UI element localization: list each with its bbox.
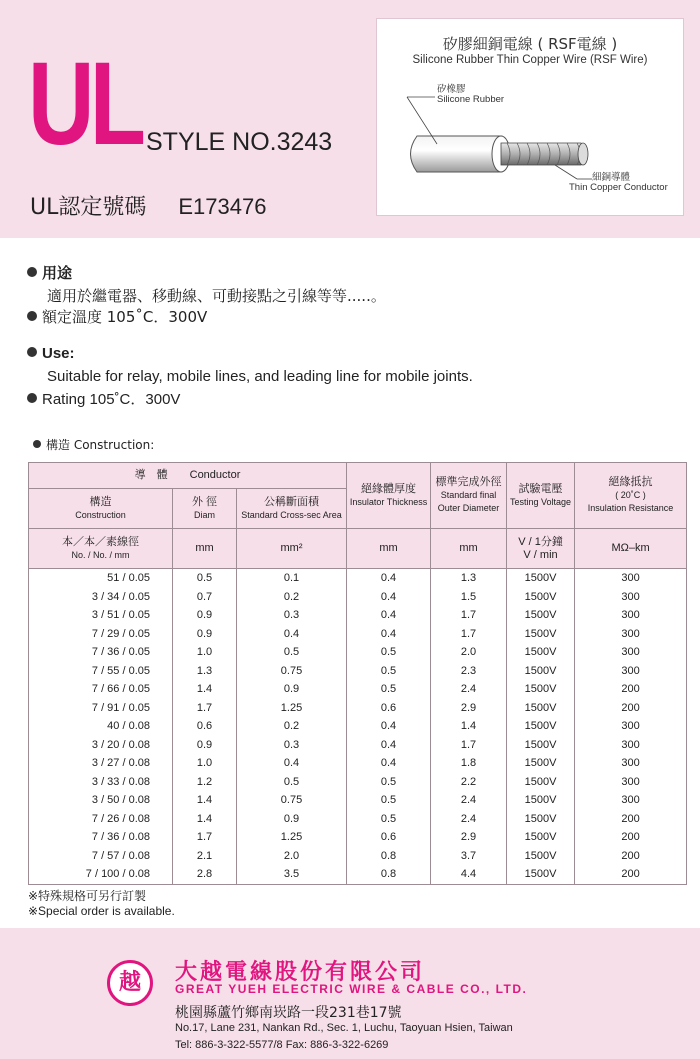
unit-res: MΩ–km	[575, 529, 687, 569]
table-cell: 300	[575, 736, 687, 755]
table-cell: 200	[575, 810, 687, 829]
table-cell: 3 / 33 / 0.08	[29, 773, 173, 792]
table-row	[29, 662, 687, 681]
label-conductor-en: Thin Copper Conductor	[569, 182, 668, 193]
table-cell: 3 / 27 / 0.08	[29, 754, 173, 773]
header-conductor: 導 體 Conductor	[29, 463, 347, 489]
table-row	[29, 754, 687, 773]
contact-info: Tel: 886-3-322-5577/8 Fax: 886-3-322-6269	[175, 1039, 389, 1051]
cert-label: UL認定號碼	[30, 195, 147, 220]
table-cell: 0.4	[237, 625, 347, 644]
table-cell: 1500V	[507, 643, 575, 662]
table-cell: 0.4	[347, 717, 431, 736]
table-cell: 300	[575, 625, 687, 644]
table-cell: 0.5	[347, 773, 431, 792]
table-cell: 1.4	[431, 717, 507, 736]
label-insulation-zh: 矽橡膠	[437, 84, 466, 95]
table-cell: 3 / 34 / 0.05	[29, 588, 173, 607]
table-cell: 2.1	[173, 847, 237, 866]
table-cell: 1.3	[173, 662, 237, 681]
company-name-zh: 大越電線股份有限公司	[175, 960, 426, 985]
table-cell: 1500V	[507, 717, 575, 736]
construction-title: 構造 Construction:	[33, 436, 154, 453]
unit-area: mm²	[237, 529, 347, 569]
table-cell: 40 / 0.08	[29, 717, 173, 736]
usage-zh-rating: 額定溫度 105˚C．300V	[27, 306, 207, 327]
bullet-icon	[27, 267, 37, 277]
table-cell: 0.75	[237, 662, 347, 681]
table-cell: 300	[575, 588, 687, 607]
wire-diagram	[376, 18, 684, 216]
unit-test: V / 1分鐘 V / min	[507, 529, 575, 569]
table-row	[29, 569, 687, 588]
table-cell: 200	[575, 828, 687, 847]
table-cell: 1.0	[173, 643, 237, 662]
spec-table	[28, 462, 687, 885]
table-row	[29, 699, 687, 718]
bullet-icon	[27, 347, 37, 357]
table-cell: 0.5	[347, 662, 431, 681]
bullet-icon	[27, 311, 37, 321]
company-logo: 越	[107, 960, 153, 1006]
table-cell: 4.4	[431, 865, 507, 884]
table-cell: 0.8	[347, 865, 431, 884]
table-cell: 0.9	[237, 680, 347, 699]
ul-logo: UL	[28, 38, 142, 170]
table-cell: 1500V	[507, 810, 575, 829]
table-cell: 1.7	[431, 606, 507, 625]
table-cell: 2.9	[431, 699, 507, 718]
table-row	[29, 828, 687, 847]
cert-code: E173476	[178, 194, 267, 219]
header-insulation-resistance: 絕緣抵抗 ( 20˚C ) Insulation Resistance	[575, 463, 687, 529]
table-cell: 200	[575, 699, 687, 718]
unit-outer: mm	[431, 529, 507, 569]
table-row	[29, 791, 687, 810]
table-cell: 1.4	[173, 680, 237, 699]
table-cell: 7 / 26 / 0.08	[29, 810, 173, 829]
table-cell: 0.9	[237, 810, 347, 829]
table-cell: 0.4	[347, 736, 431, 755]
table-cell: 2.3	[431, 662, 507, 681]
table-cell: 2.9	[431, 828, 507, 847]
usage-en-rating: Rating 105˚C．300V	[27, 388, 180, 409]
table-cell: 7 / 36 / 0.05	[29, 643, 173, 662]
table-cell: 2.4	[431, 810, 507, 829]
table-cell: 0.9	[173, 625, 237, 644]
header-insulator: 絕緣體厚度 Insulator Thickness	[347, 463, 431, 529]
table-cell: 0.4	[347, 569, 431, 588]
table-cell: 1500V	[507, 828, 575, 847]
unit-insul: mm	[347, 529, 431, 569]
bullet-icon	[33, 440, 41, 448]
table-cell: 2.4	[431, 680, 507, 699]
style-number: STYLE NO.3243	[146, 128, 333, 156]
table-cell: 0.8	[347, 847, 431, 866]
table-cell: 1500V	[507, 791, 575, 810]
table-cell: 1500V	[507, 680, 575, 699]
table-cell: 0.5	[173, 569, 237, 588]
table-cell: 0.5	[347, 680, 431, 699]
table-row	[29, 865, 687, 884]
table-cell: 3 / 20 / 0.08	[29, 736, 173, 755]
table-cell: 300	[575, 754, 687, 773]
table-cell: 1500V	[507, 588, 575, 607]
table-cell: 0.5	[347, 810, 431, 829]
table-cell: 1500V	[507, 699, 575, 718]
table-row	[29, 810, 687, 829]
table-cell: 3.7	[431, 847, 507, 866]
table-cell: 0.9	[173, 736, 237, 755]
usage-en-text: Suitable for relay, mobile lines, and leading line for mobile joints.	[47, 368, 473, 385]
table-cell: 0.4	[347, 625, 431, 644]
table-cell: 1.4	[173, 791, 237, 810]
spec-table-body	[29, 569, 687, 885]
table-cell: 0.4	[347, 588, 431, 607]
table-cell: 0.6	[347, 828, 431, 847]
table-cell: 1.7	[431, 736, 507, 755]
table-cell: 7 / 55 / 0.05	[29, 662, 173, 681]
table-cell: 1.3	[431, 569, 507, 588]
table-cell: 1.5	[431, 588, 507, 607]
table-cell: 1500V	[507, 606, 575, 625]
table-cell: 0.5	[237, 643, 347, 662]
unit-diam: mm	[173, 529, 237, 569]
table-cell: 0.2	[237, 588, 347, 607]
usage-en-heading: Use:	[27, 345, 75, 362]
table-cell: 1500V	[507, 625, 575, 644]
table-cell: 300	[575, 569, 687, 588]
table-cell: 7 / 66 / 0.05	[29, 680, 173, 699]
usage-zh-heading: 用途	[27, 262, 72, 283]
table-cell: 3 / 50 / 0.08	[29, 791, 173, 810]
table-cell: 2.0	[237, 847, 347, 866]
table-cell: 1.0	[173, 754, 237, 773]
table-cell: 1.8	[431, 754, 507, 773]
header-test-voltage: 試驗電壓 Testing Voltage	[507, 463, 575, 529]
table-cell: 1500V	[507, 847, 575, 866]
table-cell: 0.6	[173, 717, 237, 736]
table-cell: 1500V	[507, 754, 575, 773]
table-cell: 1.25	[237, 699, 347, 718]
table-cell: 7 / 29 / 0.05	[29, 625, 173, 644]
table-cell: 200	[575, 680, 687, 699]
table-cell: 1.25	[237, 828, 347, 847]
table-row	[29, 847, 687, 866]
table-cell: 3.5	[237, 865, 347, 884]
table-cell: 1.7	[173, 828, 237, 847]
table-cell: 0.2	[237, 717, 347, 736]
header-diam: 外 徑 Diam	[173, 489, 237, 529]
usage-zh-text: 適用於繼電器、移動線、可動接點之引線等等.....。	[47, 287, 386, 305]
table-row	[29, 680, 687, 699]
label-conductor-zh: 細銅導體	[592, 172, 631, 183]
table-cell: 3 / 51 / 0.05	[29, 606, 173, 625]
table-cell: 1500V	[507, 865, 575, 884]
table-cell: 7 / 57 / 0.08	[29, 847, 173, 866]
table-row	[29, 625, 687, 644]
table-cell: 0.5	[347, 791, 431, 810]
note-zh: ※特殊規格可另行訂製	[28, 889, 147, 903]
table-cell: 7 / 100 / 0.08	[29, 865, 173, 884]
header-area: 公稱斷面積 Standard Cross-sec Area	[237, 489, 347, 529]
table-cell: 1.2	[173, 773, 237, 792]
table-cell: 2.0	[431, 643, 507, 662]
table-row	[29, 717, 687, 736]
address-en: No.17, Lane 231, Nankan Rd., Sec. 1, Luchu, Taoyuan Hsien, Taiwan	[175, 1022, 513, 1034]
table-cell: 7 / 36 / 0.08	[29, 828, 173, 847]
table-cell: 0.9	[173, 606, 237, 625]
table-cell: 2.8	[173, 865, 237, 884]
header-construction: 構造 Construction	[29, 489, 173, 529]
table-cell: 0.6	[347, 699, 431, 718]
table-cell: 0.3	[237, 606, 347, 625]
table-cell: 51 / 0.05	[29, 569, 173, 588]
address-zh: 桃園縣蘆竹鄉南崁路一段231巷17號	[175, 1005, 402, 1021]
table-cell: 300	[575, 717, 687, 736]
table-cell: 1500V	[507, 736, 575, 755]
table-cell: 1.7	[173, 699, 237, 718]
table-cell: 0.4	[237, 754, 347, 773]
table-cell: 1.7	[431, 625, 507, 644]
table-cell: 200	[575, 847, 687, 866]
table-cell: 2.2	[431, 773, 507, 792]
company-name-en: GREAT YUEH ELECTRIC WIRE & CABLE CO., LTD.	[175, 982, 528, 996]
note-en: ※Special order is available.	[28, 904, 175, 918]
table-cell: 0.4	[347, 754, 431, 773]
table-cell: 2.4	[431, 791, 507, 810]
table-cell: 0.5	[237, 773, 347, 792]
table-cell: 300	[575, 662, 687, 681]
table-cell: 0.1	[237, 569, 347, 588]
table-cell: 0.7	[173, 588, 237, 607]
table-cell: 1500V	[507, 773, 575, 792]
header-outer-diameter: 標準完成外徑 Standard final Outer Diameter	[431, 463, 507, 529]
label-insulation-en: Silicone Rubber	[437, 94, 505, 105]
table-cell: 0.75	[237, 791, 347, 810]
table-cell: 0.3	[237, 736, 347, 755]
wire-illustration	[377, 19, 683, 215]
table-cell: 1.4	[173, 810, 237, 829]
table-cell: 7 / 91 / 0.05	[29, 699, 173, 718]
diagram-title-zh: 矽膠細銅電線 ( RSF電線 )	[442, 35, 618, 53]
table-cell: 1500V	[507, 662, 575, 681]
table-cell: 300	[575, 791, 687, 810]
table-row	[29, 588, 687, 607]
table-cell: 0.4	[347, 606, 431, 625]
table-row	[29, 606, 687, 625]
unit-construction: 本／本／素線徑 No. / No. / mm	[29, 529, 173, 569]
bullet-icon	[27, 393, 37, 403]
table-cell: 1500V	[507, 569, 575, 588]
table-cell: 200	[575, 865, 687, 884]
table-cell: 300	[575, 773, 687, 792]
table-row	[29, 736, 687, 755]
table-cell: 0.5	[347, 643, 431, 662]
certification-line	[30, 190, 266, 221]
table-cell: 300	[575, 643, 687, 662]
table-row	[29, 773, 687, 792]
diagram-title-en: Silicone Rubber Thin Copper Wire (RSF Wire)	[412, 54, 648, 66]
table-cell: 300	[575, 606, 687, 625]
table-row	[29, 643, 687, 662]
